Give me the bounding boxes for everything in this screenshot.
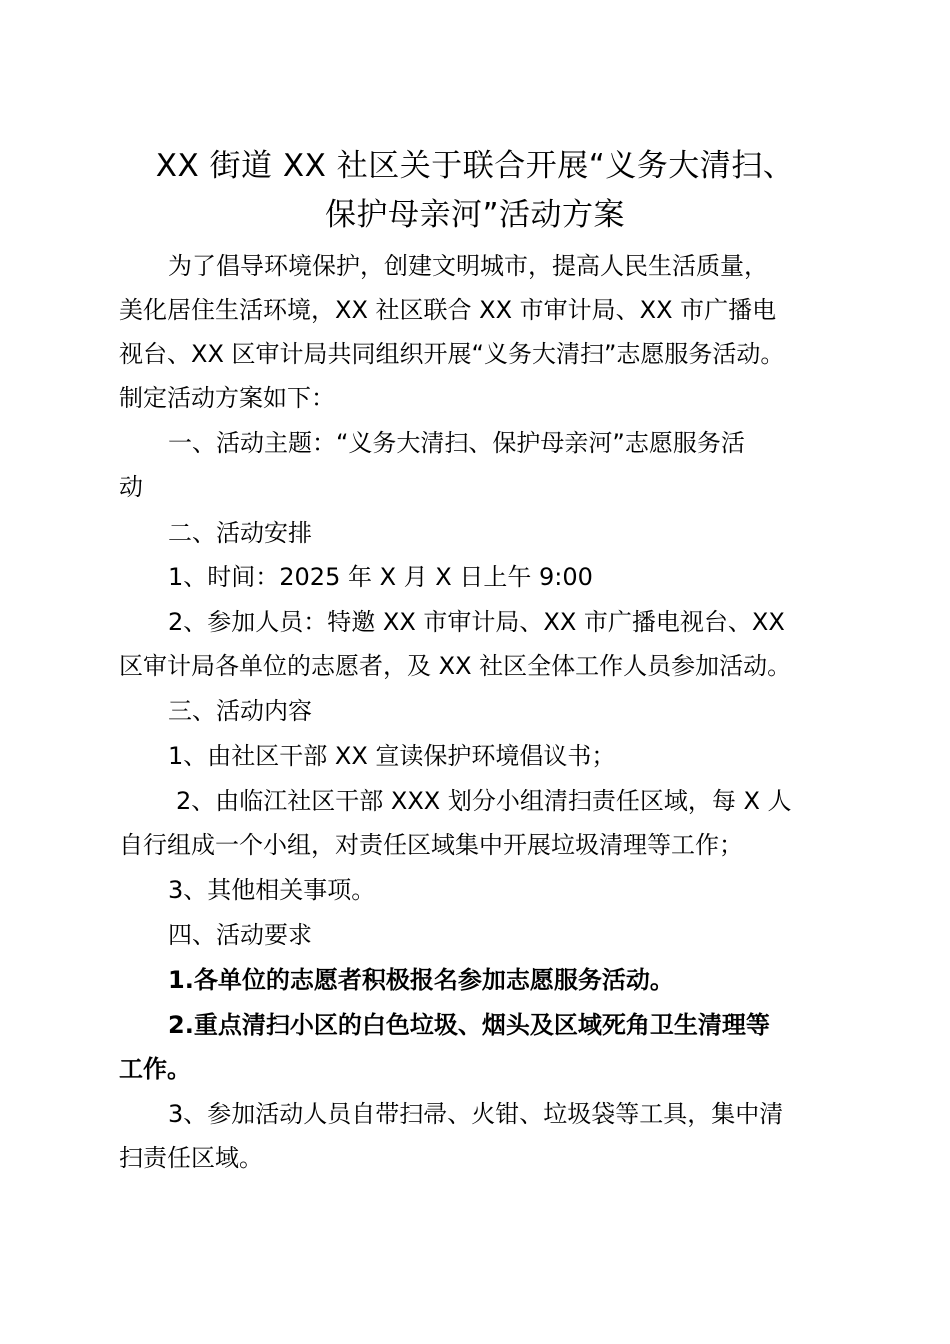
section-3-item-2-line-2: 自行组成一个小组，对责任区域集中开展垃圾清理等工作；	[119, 831, 743, 859]
document-title-line-2: 保护母亲河”活动方案	[324, 197, 626, 233]
section-3-item-1: 1、由社区干部 XX 宣读保护环境倡议书；	[168, 742, 616, 770]
section-4-heading: 四、活动要求	[168, 921, 312, 949]
section-2-participants-line-2: 区审计局各单位的志愿者，及 XX 社区全体工作人员参加活动。	[119, 652, 792, 680]
section-4-item-2-line-2: 工作。	[119, 1055, 191, 1083]
section-2-heading: 二、活动安排	[168, 519, 312, 547]
intro-paragraph-line-3: 视台、XX 区审计局共同组织开展“义务大清扫”志愿服务活动。	[119, 340, 785, 368]
section-4-item-1: 1.各单位的志愿者积极报名参加志愿服务活动。	[168, 966, 674, 994]
section-3-item-3: 3、其他相关事项。	[168, 876, 376, 904]
intro-paragraph-line-4: 制定活动方案如下：	[119, 384, 335, 412]
section-4-item-3-line-1: 3、参加活动人员自带扫帚、火钳、垃圾袋等工具，集中清	[168, 1100, 784, 1128]
intro-paragraph-line-2: 美化居住生活环境，XX 社区联合 XX 市审计局、XX 市广播电	[119, 296, 777, 324]
section-1-theme-line-2: 动	[119, 473, 143, 501]
section-1-theme-line-1: 一、活动主题：“义务大清扫、保护母亲河”志愿服务活	[168, 429, 745, 457]
section-2-time: 1、时间：2025 年 X 月 X 日上午 9:00	[168, 563, 593, 591]
section-3-item-2-line-1: 2、由临江社区干部 XXX 划分小组清扫责任区域，每 X 人	[176, 787, 792, 815]
section-4-item-2-line-1: 2.重点清扫小区的白色垃圾、烟头及区域死角卫生清理等	[168, 1011, 770, 1039]
document-title-line-1: XX 街道 XX 社区关于联合开展“义务大清扫、	[155, 148, 795, 184]
section-2-participants-line-1: 2、参加人员：特邀 XX 市审计局、XX 市广播电视台、XX	[168, 608, 785, 636]
section-4-item-3-line-2: 扫责任区域。	[119, 1144, 263, 1172]
intro-paragraph-line-1: 为了倡导环境保护，创建文明城市，提高人民生活质量，	[168, 252, 768, 280]
section-3-heading: 三、活动内容	[168, 697, 312, 725]
